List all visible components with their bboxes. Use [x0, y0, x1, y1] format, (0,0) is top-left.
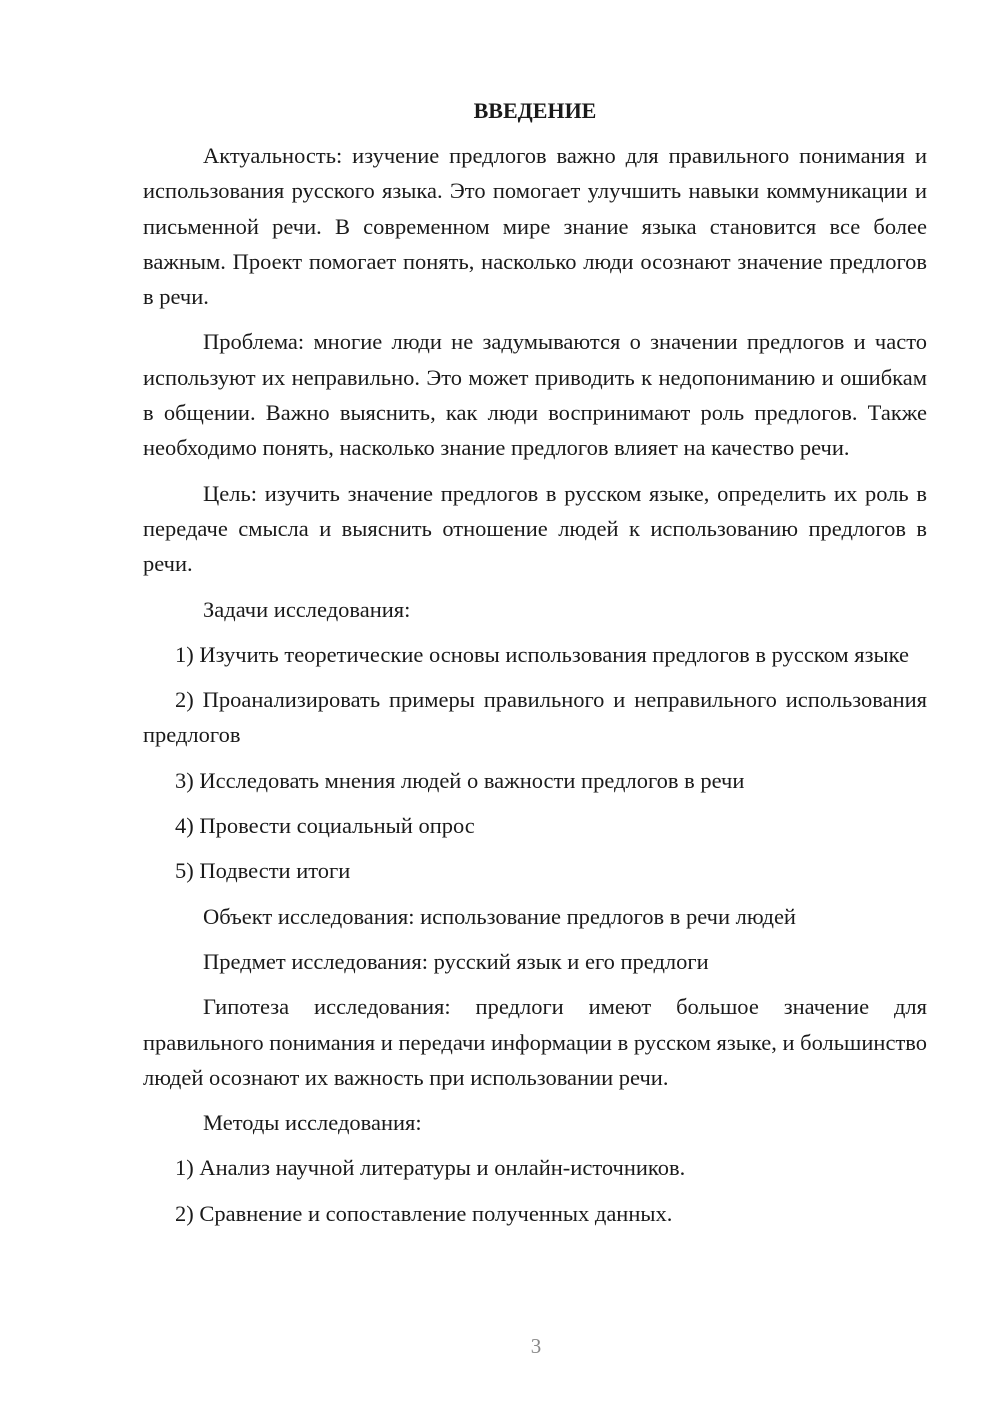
section-title: ВВЕДЕНИЕ: [473, 98, 597, 123]
task-item: 1) Изучить теоретические основы использования предлогов в русском языке: [175, 641, 909, 667]
problem-paragraph: Проблема: многие люди не задумываются о значении предлогов и часто используют их неправильно. Это может приводить к недопониманию и ошибкам в общении. Важно выяснить, как люди воспринимают роль предлогов. Также необходимо понять, насколько знание предлогов влияет на качество речи.: [143, 329, 927, 461]
method-item: 2) Сравнение и сопоставление полученных данных.: [175, 1200, 673, 1226]
page-number: 3: [530, 1334, 542, 1358]
research-object: Объект исследования: использование предлогов в речи людей: [203, 903, 796, 929]
hypothesis-paragraph: Гипотеза исследования: предлоги имеют большое значение для правильного понимания и передачи информации в русском языке, и большинство людей осознают их важность при использовании речи.: [143, 994, 927, 1090]
tasks-heading: Задачи исследования:: [203, 596, 411, 622]
page-content: [143, 93, 927, 1241]
goal-paragraph: Цель: изучить значение предлогов в русском языке, определить их роль в передаче смысла и выяснить отношение людей к использованию предлогов в речи.: [143, 480, 927, 577]
task-item: 3) Исследовать мнения людей о важности предлогов в речи: [175, 767, 745, 793]
methods-heading: Методы исследования:: [203, 1110, 422, 1136]
task-item: 4) Провести социальный опрос: [175, 813, 475, 839]
relevance-paragraph: Актуальность: изучение предлогов важно для правильного понимания и использования русского языка. Это помогает улучшить навыки коммуникации и письменной речи. В современном мире знание языка становится все более важным. Проект помогает понять, насколько люди осознают значение предлогов в речи.: [143, 143, 927, 310]
task-item: 5) Подвести итоги: [175, 858, 351, 884]
task-item: 2) Проанализировать примеры правильного и неправильного использования предлогов: [143, 687, 927, 748]
research-subject: Предмет исследования: русский язык и его предлоги: [203, 948, 709, 974]
method-item: 1) Анализ научной литературы и онлайн-источников.: [175, 1155, 686, 1181]
